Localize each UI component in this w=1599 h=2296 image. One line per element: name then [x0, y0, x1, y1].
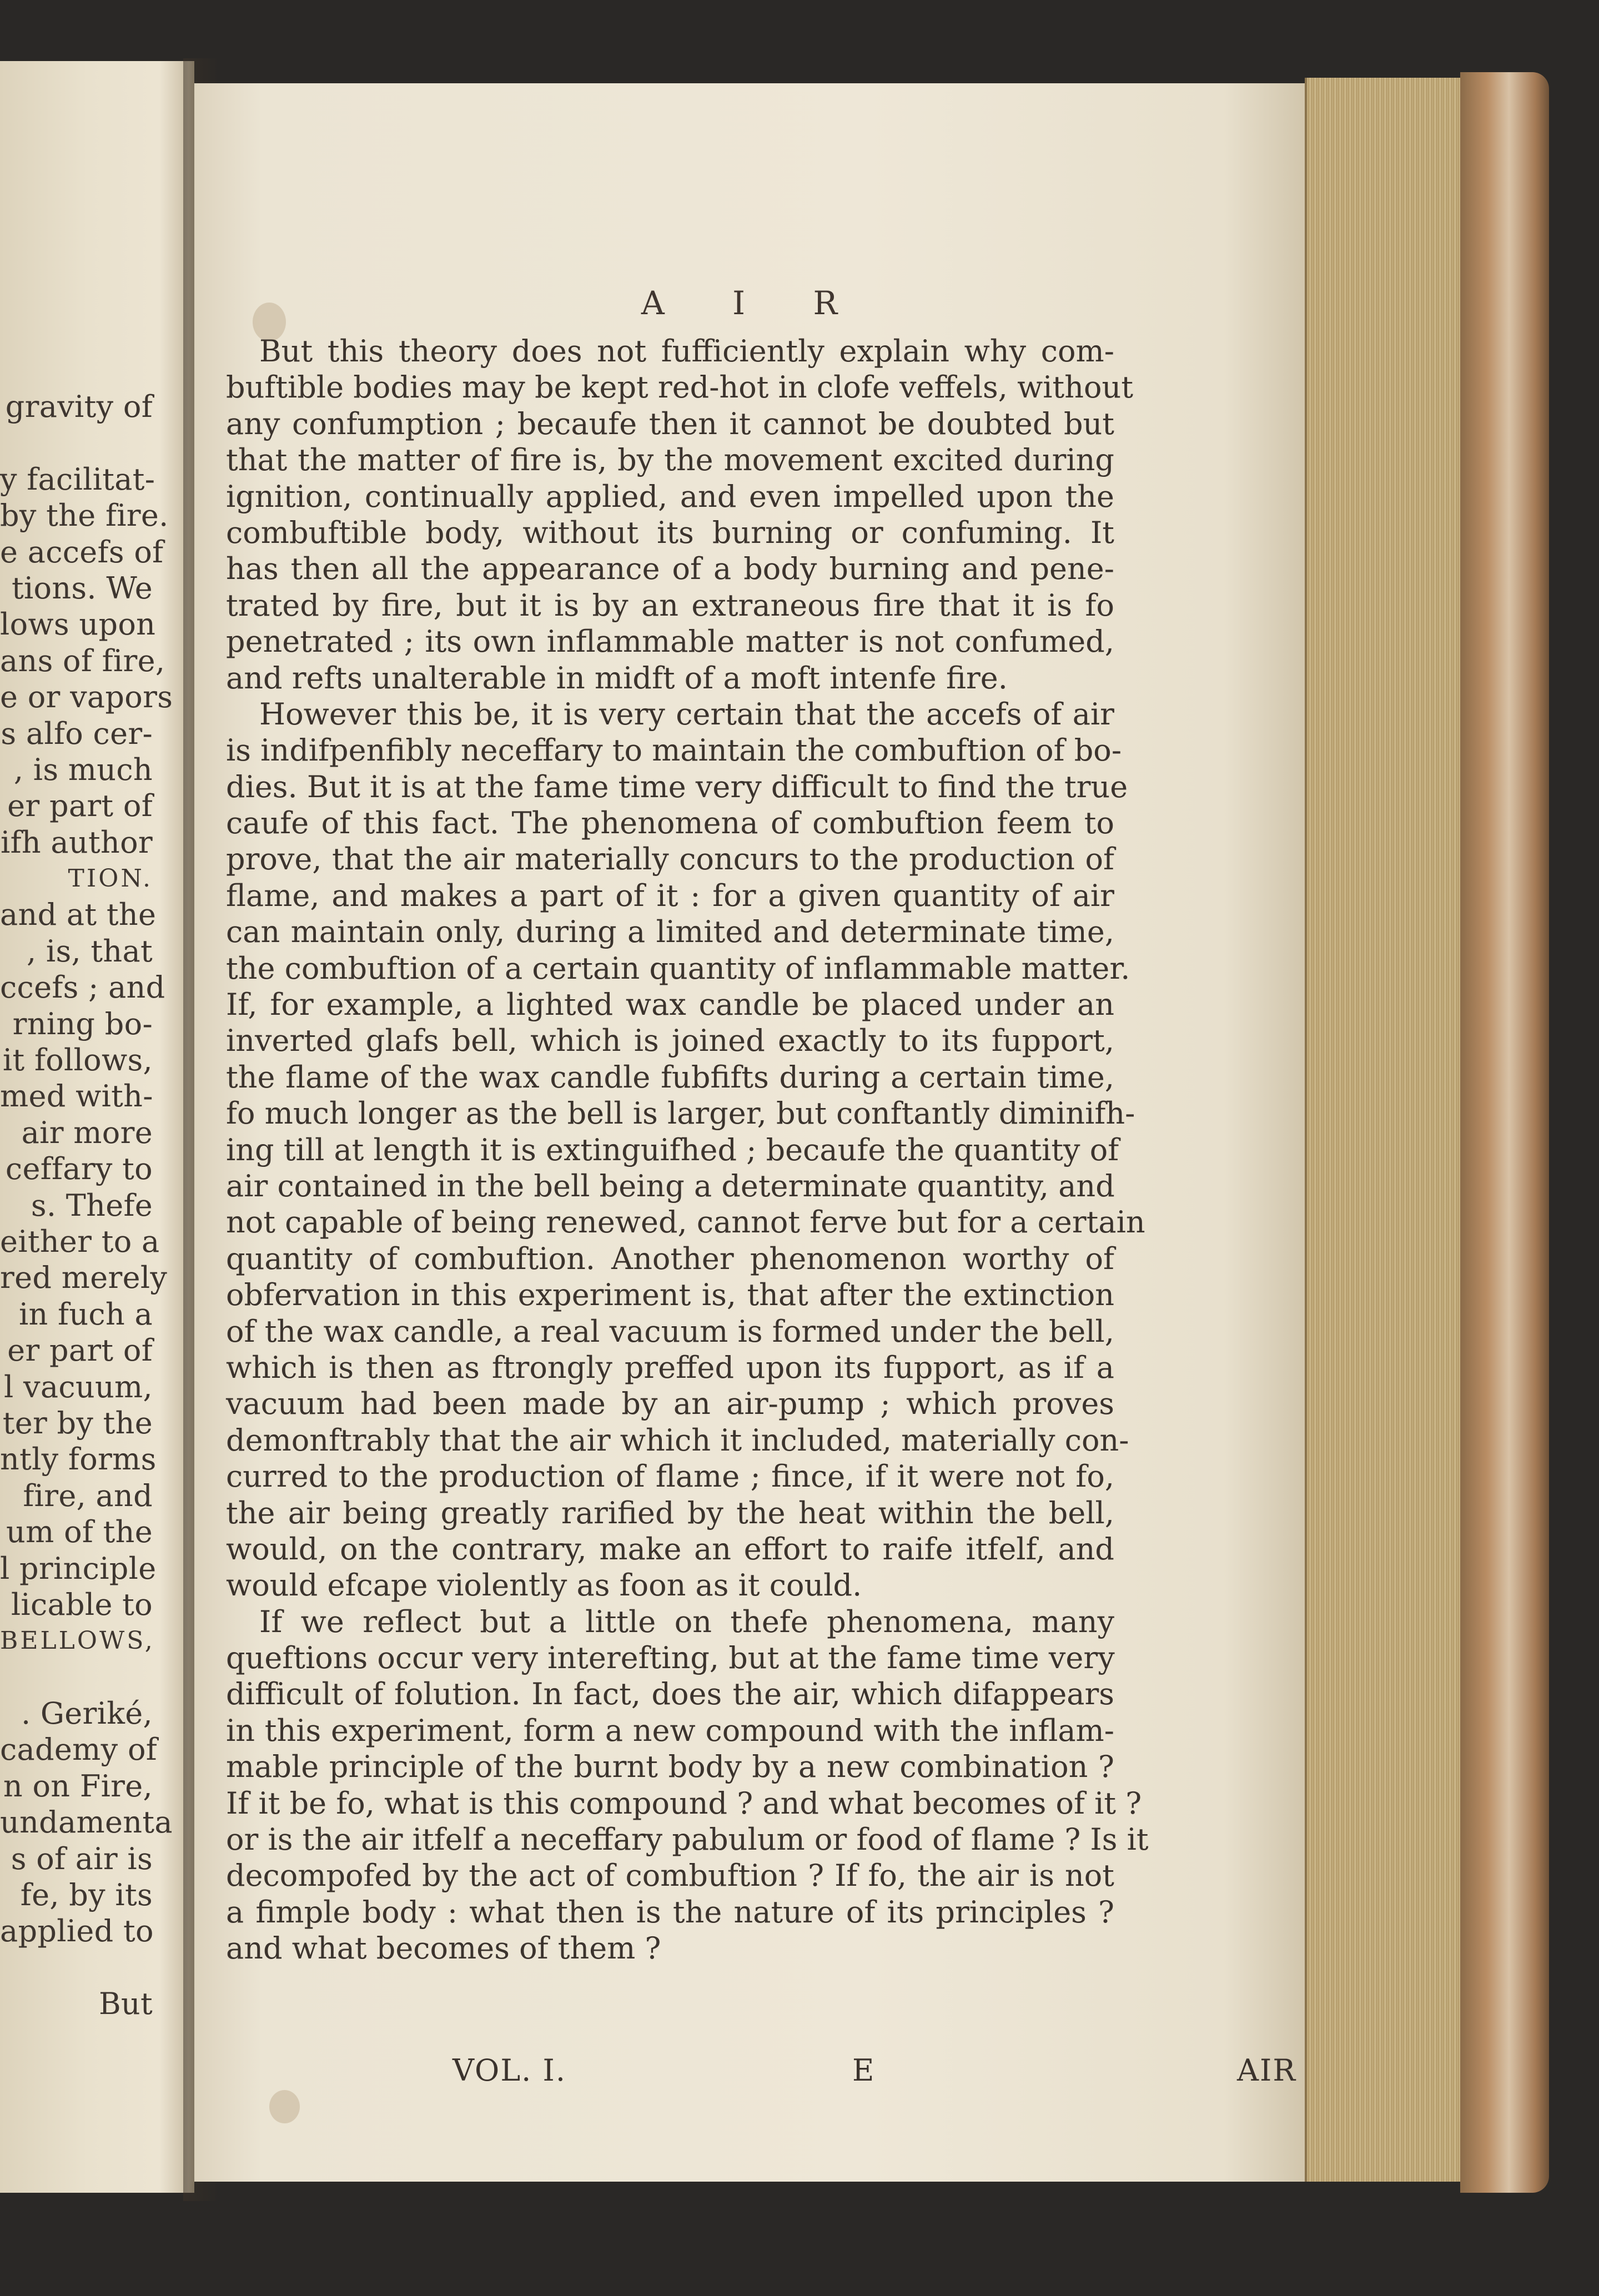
- text-line: If we reflect but a little on thefe phenomena, many: [259, 1604, 1114, 1639]
- text-line: inverted glafs bell, which is joined exactly to its fupport,: [226, 1023, 1114, 1059]
- left-page-line: s of air is: [11, 1841, 153, 1876]
- text-line: and what becomes of them ?: [226, 1931, 661, 1966]
- text-line: However this be, it is very certain that the accefs of air: [259, 696, 1114, 732]
- left-page-line: fe, by its: [20, 1877, 153, 1913]
- text-line: can maintain only, during a limited and determinate time,: [226, 914, 1114, 950]
- left-page-line: l vacuum,: [3, 1369, 153, 1404]
- text-line: has then all the appearance of a body burning and pene-: [226, 551, 1114, 587]
- left-page-line: ifh author: [1, 824, 153, 860]
- left-page-line: TION.: [68, 864, 153, 893]
- left-page-line: med with-: [0, 1079, 153, 1114]
- text-line: a fimple body : what then is the nature of its principles ?: [226, 1894, 1114, 1930]
- left-page-line: ccefs ; and: [0, 970, 165, 1005]
- catchword: AIR: [1237, 2053, 1296, 2088]
- left-page-line: gravity of: [5, 389, 153, 424]
- left-page-line: licable to: [11, 1587, 153, 1622]
- text-line: difficult of folution. In fact, does the air, which difappears: [226, 1676, 1114, 1712]
- text-line: penetrated ; its own inflammable matter is not confumed,: [226, 624, 1114, 659]
- left-page-line: [0, 1950, 153, 1986]
- left-page-line: e or vapors: [0, 679, 173, 715]
- left-page-line: n on Fire,: [3, 1768, 153, 1804]
- left-page-line: e accefs of: [0, 534, 164, 570]
- left-page-line: fire, and: [23, 1478, 153, 1513]
- left-page-line: [0, 425, 153, 461]
- left-page-text: [0, 389, 173, 2022]
- left-page-line: , is much: [13, 752, 153, 787]
- page-footer: [452, 2053, 1296, 2092]
- text-line: the air being greatly rarified by the heat within the bell,: [226, 1495, 1114, 1530]
- left-page-line: er part of: [7, 1333, 153, 1368]
- left-page-line: applied to: [0, 1914, 154, 1949]
- text-line: not capable of being renewed, cannot ferve but for a certain: [226, 1205, 1145, 1240]
- text-line: combuftible body, without its burning or confuming. It: [226, 515, 1114, 550]
- left-page-line: cademy of: [0, 1732, 158, 1768]
- text-line: is indifpenfibly neceffary to maintain the combuftion of bo-: [226, 733, 1122, 768]
- text-line: or is the air itfelf a neceffary pabulum or food of flame ? Is it: [226, 1822, 1149, 1857]
- text-line: ing till at length it is extinguifhed ; becaufe the quantity of: [226, 1132, 1119, 1167]
- text-line: which is then as ftrongly preffed upon its fupport, as if a: [226, 1350, 1114, 1385]
- left-page-line: But: [98, 1986, 153, 2022]
- left-page-line: y facilitat-: [0, 461, 155, 497]
- text-line: trated by fire, but it is by an extraneous fire that it is fo: [226, 587, 1114, 623]
- text-line: queftions occur very interefting, but at the fame time very: [226, 1640, 1115, 1676]
- text-line: prove, that the air materially concurs to the production of: [226, 842, 1114, 877]
- foxing-spot: [269, 2090, 300, 2123]
- body-text: [226, 333, 1149, 1967]
- text-line: demonftrably that the air which it included, materially con-: [226, 1422, 1129, 1458]
- left-page-line: s alfo cer-: [1, 716, 153, 751]
- left-page-line: either to a: [0, 1223, 160, 1259]
- text-line: the combuftion of a certain quantity of inflammable matter.: [226, 950, 1130, 986]
- left-page-line: red merely: [0, 1260, 168, 1296]
- text-line: and refts unalterable in midft of a moft intenfe fire.: [226, 660, 1008, 696]
- left-page: [0, 61, 194, 2193]
- text-line: air contained in the bell being a determinate quantity, and: [226, 1168, 1115, 1204]
- text-line: that the matter of fire is, by the movement excited during: [226, 442, 1114, 478]
- text-line: quantity of combuftion. Another phenomenon worthy of: [226, 1241, 1114, 1276]
- left-page-line: [0, 1659, 153, 1695]
- left-page-line: um of the: [6, 1514, 153, 1550]
- text-line: vacuum had been made by an air-pump ; which proves: [226, 1386, 1114, 1422]
- left-page-line: in fuch a: [18, 1296, 153, 1332]
- left-page-line: rning bo-: [12, 1006, 153, 1041]
- left-page-line: by the fire.: [0, 498, 169, 533]
- text-line: fo much longer as the bell is larger, but conftantly diminifh-: [226, 1096, 1135, 1131]
- text-line: decompofed by the act of combuftion ? If fo, the air is not: [226, 1858, 1114, 1894]
- text-line: buftible bodies may be kept red-hot in clofe veffels, without: [226, 370, 1134, 405]
- volume-mark: VOL. I.: [452, 2053, 567, 2088]
- text-line: caufe of this fact. The phenomena of combuftion feem to: [226, 805, 1114, 841]
- text-line: If, for example, a lighted wax candle be placed under an: [226, 987, 1114, 1023]
- signature-mark: E: [852, 2053, 874, 2088]
- text-line: If it be fo, what is this compound ? and what becomes of it ?: [226, 1785, 1142, 1821]
- text-line: the flame of the wax candle fubfifts during a certain time,: [226, 1059, 1114, 1095]
- left-page-line: , is, that: [26, 933, 153, 969]
- text-line: would, on the contrary, make an effort to raife itfelf, and: [226, 1531, 1114, 1567]
- left-page-line: undamenta: [0, 1805, 173, 1840]
- left-page-line: and at the: [0, 897, 157, 933]
- text-line: would efcape violently as foon as it could.: [226, 1568, 862, 1603]
- left-page-line: lows upon: [0, 607, 156, 642]
- left-page-line: er part of: [7, 788, 153, 824]
- text-line: ignition, continually applied, and even impelled upon the: [226, 479, 1114, 514]
- left-page-line: tions. We: [11, 570, 153, 606]
- left-page-line: it follows,: [2, 1043, 153, 1078]
- book-cover-edge: [1460, 72, 1549, 2193]
- left-page-line: ceffary to: [5, 1151, 153, 1187]
- text-line: But this theory does not fufficiently explain why com-: [259, 334, 1114, 369]
- running-head: A I R: [641, 284, 867, 322]
- text-line: of the wax candle, a real vacuum is formed under the bell,: [226, 1313, 1114, 1349]
- text-line: any confumption ; becaufe then it cannot be doubted but: [226, 406, 1114, 441]
- text-line: dies. But it is at the fame time very difficult to find the true: [226, 769, 1128, 804]
- left-page-line: air more: [21, 1115, 153, 1150]
- text-line: curred to the production of flame ; fince, if it were not fo,: [226, 1459, 1114, 1494]
- left-page-line: BELLOWS,: [0, 1627, 155, 1655]
- left-page-line: l principle: [0, 1550, 157, 1586]
- left-page-line: . Geriké,: [21, 1696, 153, 1731]
- text-line: flame, and makes a part of it : for a given quantity of air: [226, 878, 1114, 913]
- page-fore-edge: [1305, 78, 1468, 2182]
- left-page-line: s. Thefe: [31, 1187, 153, 1223]
- text-line: mable principle of the burnt body by a new combination ?: [226, 1749, 1114, 1785]
- text-line: in this experiment, form a new compound with the inflam-: [226, 1713, 1114, 1748]
- text-line: obfervation in this experiment is, that after the extinction: [226, 1277, 1114, 1313]
- left-page-line: ntly forms: [0, 1442, 157, 1477]
- left-page-line: ans of fire,: [0, 643, 165, 678]
- left-page-line: ter by the: [2, 1405, 153, 1441]
